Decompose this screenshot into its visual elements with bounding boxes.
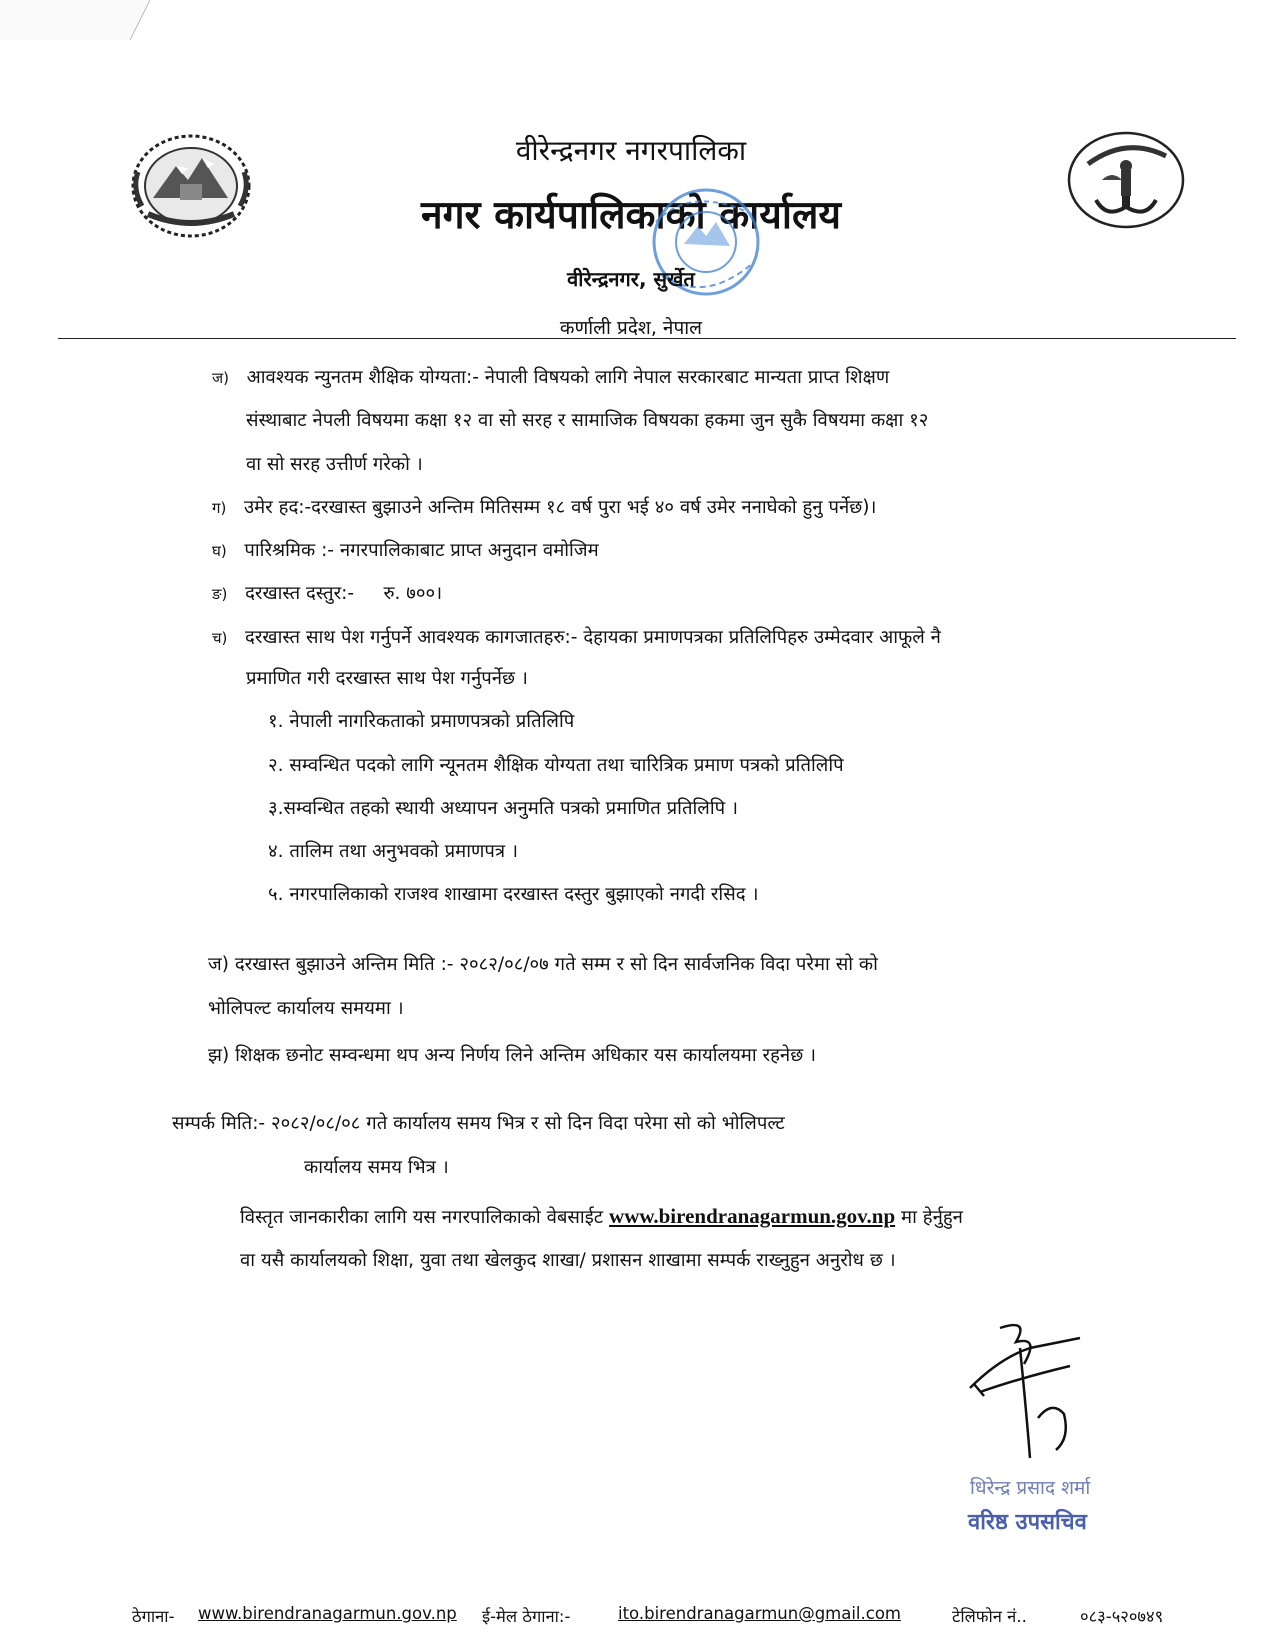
documents-line-2: प्रमाणित गरी दरखास्त साथ पेश गर्नुपर्नेछ । [246,668,528,689]
header-divider [58,338,1236,339]
municipality-name: वीरेन्द्रनगर नगरपालिका [515,134,747,167]
document-list-item: १. नेपाली नागरिकताको प्रमाणपत्रको प्रतिलिपि [268,711,575,732]
info-prefix: विस्तृत जानकारीका लागि यस नगरपालिकाको वेबसाईट [240,1207,604,1228]
website-link[interactable]: www.birendranagarmun.gov.np [609,1204,896,1228]
qualification-item [212,357,889,399]
document-list-item: ५. नगरपालिकाको राजश्व शाखामा दरखास्त दस्तुर बुझाएको नगदी रसिद । [268,884,759,905]
contact-line-2: कार्यालय समय भित्र । [304,1157,449,1178]
qualification-line-2: संस्थाबाट नेपली विषयमा कक्षा १२ वा सो सरह र सामाजिक विषयका हकमा जुन सुकै विषयमा कक्षा १२ [246,410,929,431]
item-marker: ज) [212,369,229,387]
item-marker: च) [212,629,228,647]
age-item [212,487,876,529]
signatory-name: धिरेन्द्र प्रसाद शर्मा [970,1477,1091,1499]
item-marker: ग) [212,499,227,517]
qualification-line-1: नेपाली विषयको लागि नेपाल सरकारबाट मान्यता प्राप्त शिक्षण [484,367,890,388]
item-marker: घ) [212,542,227,560]
documents-item [212,617,941,659]
contact-line-1: सम्पर्क मिति:- २०८२/०८/०८ गते कार्यालय समय भित्र र सो दिन विदा परेमा सो को भोलिपल्ट [172,1113,785,1134]
item-marker: ङ) [212,585,228,603]
fee-text: दरखास्त दस्तुर:- रु. ७००। [245,583,443,604]
qualification-label: आवश्यक न्युनतम शैक्षिक योग्यता:- [246,367,479,388]
office-title: नगर कार्यपालिकाको कार्यालय [420,192,842,238]
remuneration-item [212,530,599,572]
qualification-line-3: वा सो सरह उत्तीर्ण गरेको । [246,454,423,475]
footer-website-link[interactable]: www.birendranagarmun.gov.np [198,1604,457,1623]
footer-address-label: ठेगाना- [132,1607,175,1626]
info-line-1 [240,1195,963,1239]
office-location: वीरेन्द्रनगर, सुर्खेत [567,267,695,291]
footer-phone-label: टेलिफोन नं.. [952,1607,1027,1626]
footer-phone: ०८३-५२०७४९ [1080,1607,1164,1626]
signatory-title: वरिष्ठ उपसचिव [968,1510,1087,1535]
fee-item [212,573,442,615]
handwritten-signature-icon [960,1318,1120,1468]
document-list-item: २. सम्वन्धित पदको लागि न्यूनतम शैक्षिक योग्यता तथा चारित्रिक प्रमाण पत्रको प्रतिलिपि [268,755,844,776]
document-list-item: ४. तालिम तथा अनुभवको प्रमाणपत्र । [268,841,518,862]
province-label: कर्णाली प्रदेश, नेपाल [559,317,703,339]
info-suffix: मा हेर्नुहुन [895,1207,963,1228]
footer-email-link[interactable]: ito.birendranagarmun@gmail.com [618,1604,902,1623]
info-line-2: वा यसै कार्यालयको शिक्षा, युवा तथा खेलकुद शाखा/ प्रशासन शाखामा सम्पर्क राख्नुहुन अनुरोध छ । [240,1250,896,1271]
documents-line-1: दरखास्त साथ पेश गर्नुपर्ने आवश्यक कागजातहरु:- देहायका प्रमाणपत्रका प्रतिलिपिहरु उम्मेदवार आफूले नै [245,627,941,648]
document-list-item: ३.सम्वन्धित तहको स्थायी अध्यापन अनुमति पत्रको प्रमाणित प्रतिलिपि । [268,798,739,819]
remuneration-text: पारिश्रमिक :- नगरपालिकाबाट प्राप्त अनुदान वमोजिम [244,540,599,561]
footer-email-label: ई-मेल ठेगाना:- [482,1607,571,1626]
deadline-line-1: ज) दरखास्त बुझाउने अन्तिम मिति :- २०८२/०८/०७ गते सम्म र सो दिन सार्वजनिक विदा परेमा सो को [208,954,878,975]
page-fold-corner [0,0,150,40]
deadline-line-2: भोलिपल्ट कार्यालय समयमा । [208,998,404,1019]
authority-text: झ) शिक्षक छनोट सम्वन्धमा थप अन्य निर्णय लिने अन्तिम अधिकार यस कार्यालयमा रहनेछ । [208,1045,817,1066]
age-text: उमेर हद:-दरखास्त बुझाउने अन्तिम मितिसम्म १८ वर्ष पुरा भई ४० वर्ष उमेर ननाघेको हुनु पर्नेछ)। [243,497,877,518]
